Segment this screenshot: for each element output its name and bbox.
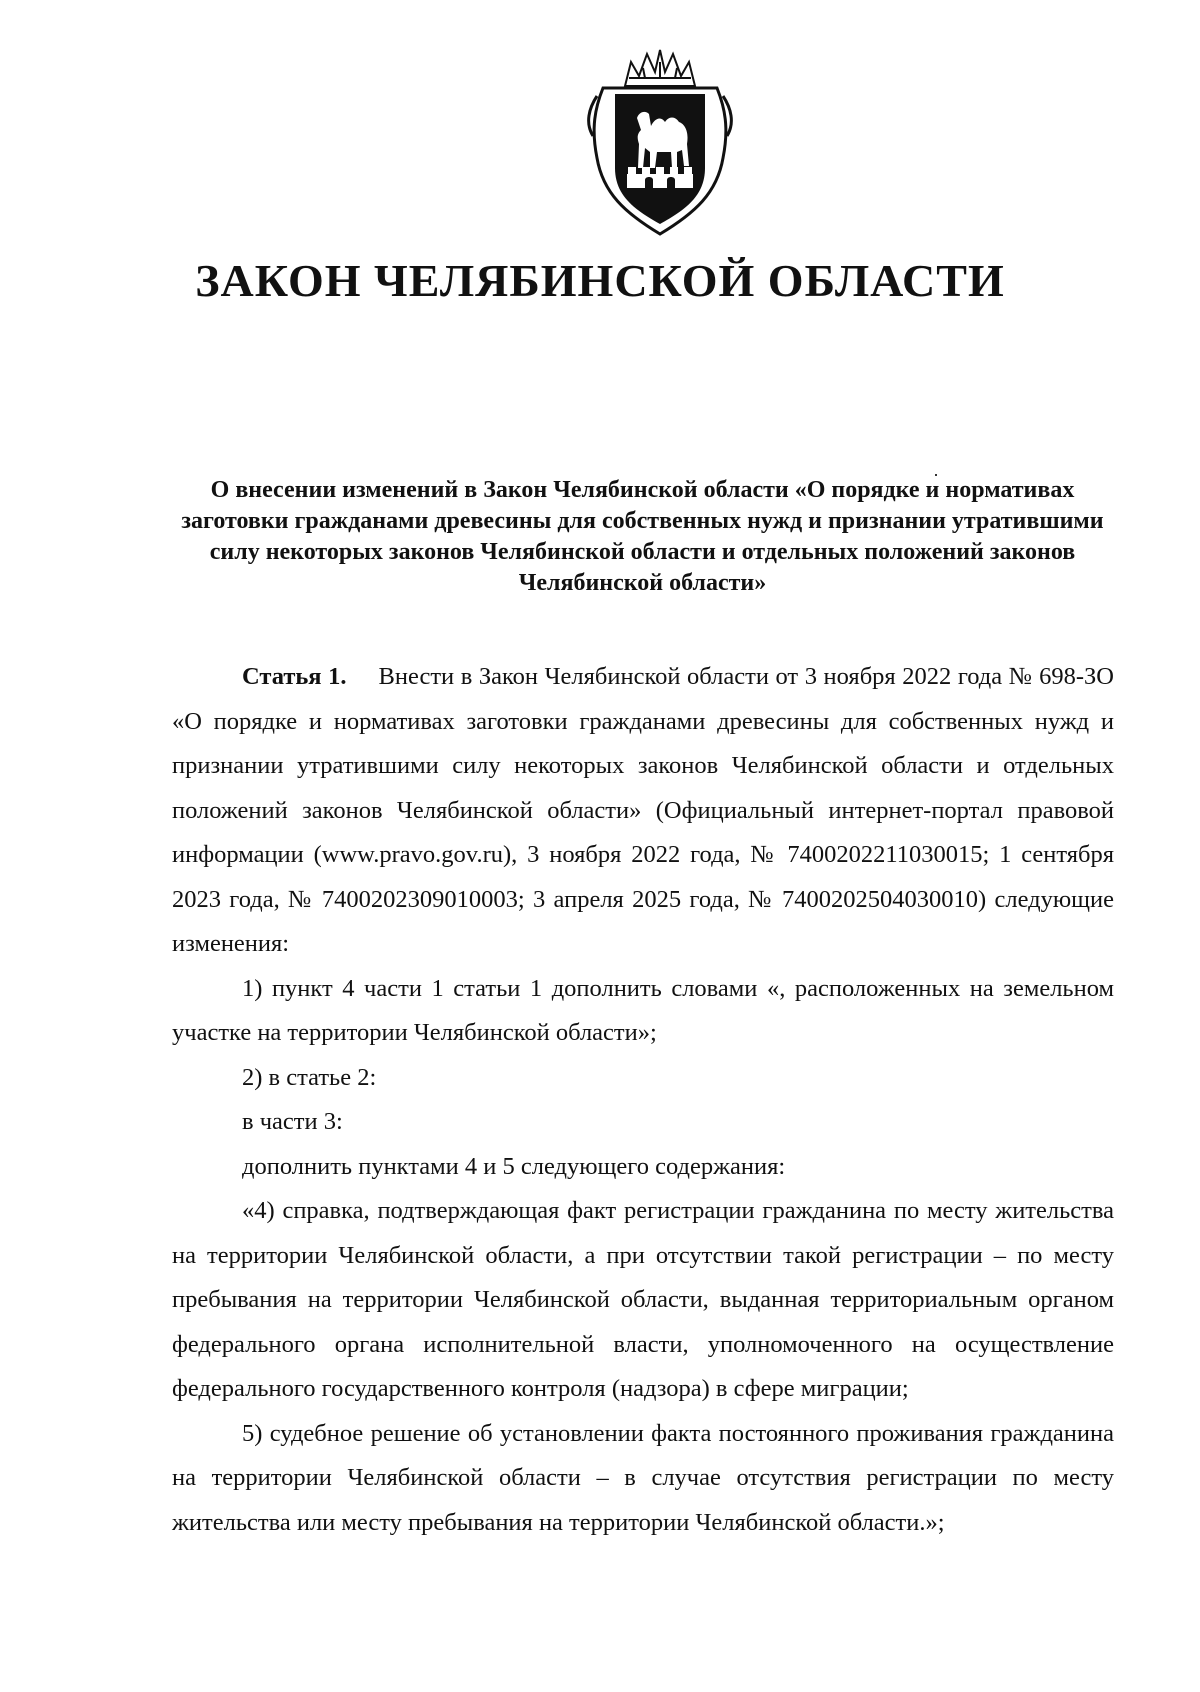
paragraph-item-5-quote: 5) судебное решение об установлении факта постоянного проживания гражданина на территории Челябинской области – в случае отсутствия регистрации по месту жительства или месту пребывания на территории Челябинской области.»; (172, 1419, 1114, 1536)
paragraph-item-1: 1) пункт 4 части 1 статьи 1 дополнить словами «, расположенных на земельном участке на территории Челябинской области»; (172, 974, 1114, 1046)
paragraph-item-2: 2) в статье 2: (242, 1063, 377, 1091)
law-subtitle: О внесении изменений в Закон Челябинской области «О порядке и нормативах заготовки гражданами древесины для собственных нужд и признании утратившими силу некоторых законов Челябинской области и отдельных положений законов Челябинской области» (181, 477, 1104, 596)
coat-of-arms-icon (585, 48, 735, 238)
paragraph-item-4-quote: «4) справка, подтверждающая факт регистрации гражданина по месту жительства на территории Челябинской области, а при отсутствии такой регистрации – по месту пребывания на территории Челябинской области, выданная территориальным органом федерального органа исполнительной власти, уполномоченного на осуществление федерального государственного контроля (надзора) в сфере миграции; (172, 1197, 1114, 1402)
paragraph-add-items: дополнить пунктами 4 и 5 следующего содержания: (242, 1152, 786, 1180)
paragraph-part-3: в части 3: (242, 1108, 343, 1135)
law-title: ЗАКОН ЧЕЛЯБИНСКОЙ ОБЛАСТИ (195, 255, 1005, 306)
article-intro-text: Внести в Закон Челябинской области от 3 ноября 2022 года № 698-ЗО «О порядке и нормативах заготовки гражданами древесины для собственных нужд и признании утратившими силу некоторых законов Челябинской области и отдельных положений законов Челябинской области» (Официальный интернет-портал правовой информации (www.pravo.gov.ru), 3 ноября 2022 года, № 7400202211030015; 1 сентября 2023 года, № 7400202309010003; 3 апреля 2025 года, № 7400202504030010) следующие изменения: (172, 663, 1114, 957)
article-label: Статья 1. (242, 663, 347, 690)
article-body (172, 655, 1114, 1545)
article-intro-paragraph (172, 655, 1114, 967)
